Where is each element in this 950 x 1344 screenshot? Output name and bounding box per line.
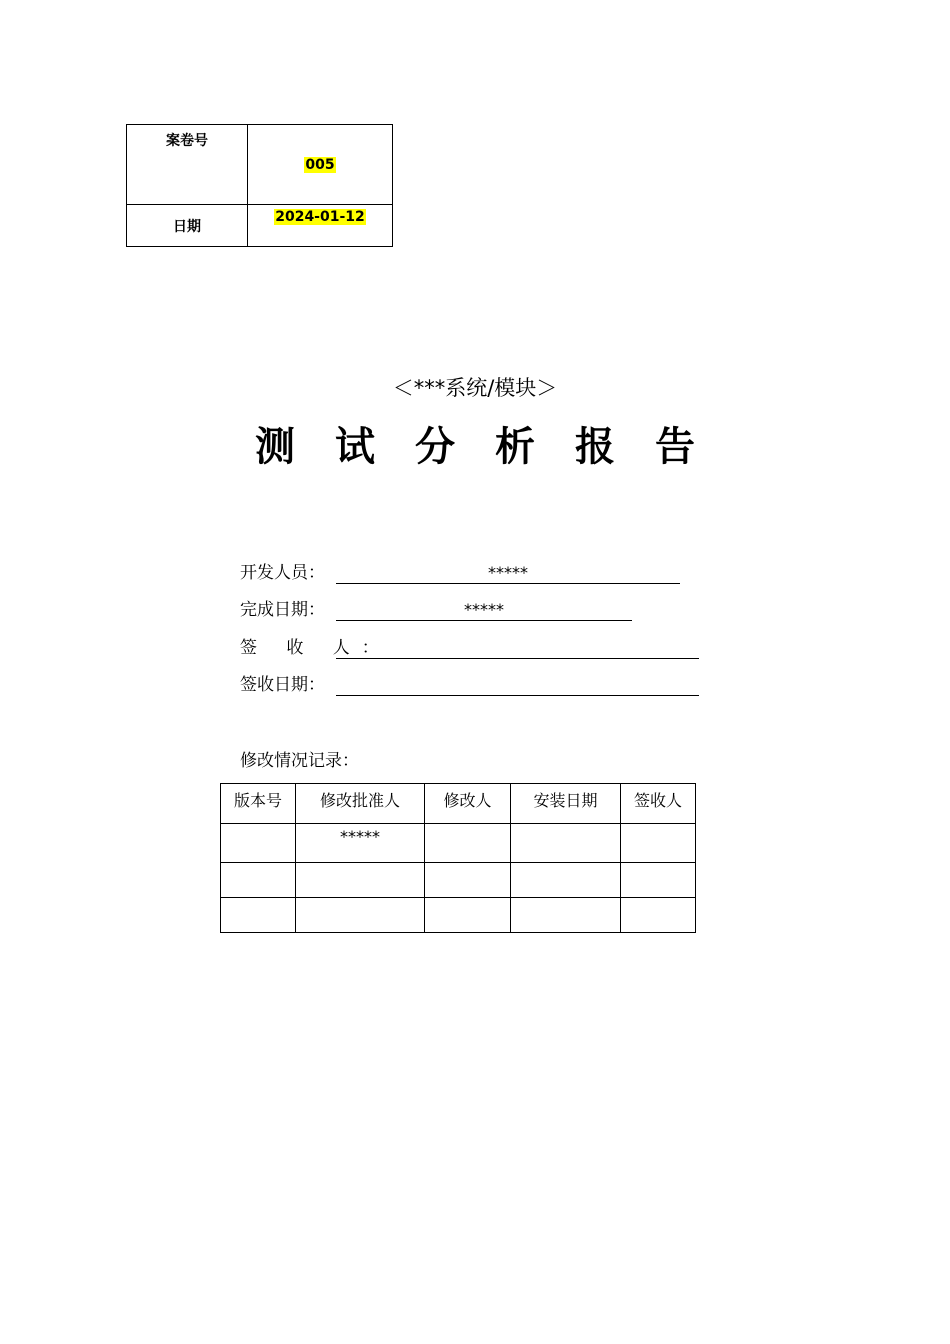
table-cell (511, 898, 621, 933)
table-cell: ***** (296, 824, 425, 863)
case-number-label: 案卷号 (127, 125, 248, 205)
document-title: 测试分析报告 (255, 424, 735, 470)
table-cell (621, 824, 696, 863)
completion-date-label: 完成日期： (240, 600, 325, 620)
date-cell (248, 205, 393, 247)
table-cell (425, 863, 511, 898)
revision-header-row (221, 784, 696, 824)
column-header-install-date: 安装日期 (511, 784, 621, 824)
revision-table (220, 783, 696, 933)
table-cell (425, 898, 511, 933)
table-row (221, 863, 696, 898)
signee-field (336, 636, 699, 659)
column-header-approver: 修改批准人 (296, 784, 425, 824)
sign-date-field (336, 673, 699, 696)
table-cell (621, 898, 696, 933)
archive-row-case-number (127, 125, 393, 205)
revision-heading: 修改情况记录： (240, 751, 359, 771)
date-label: 日期 (127, 205, 248, 247)
table-cell (221, 898, 296, 933)
archive-row-date (127, 205, 393, 247)
signee-label: 签 收 人： (240, 638, 391, 658)
case-number-cell (248, 125, 393, 205)
archive-info-table (126, 124, 393, 247)
case-number-value: 005 (305, 156, 335, 173)
document-subtitle: ＜***系统/模块＞ (392, 376, 558, 400)
table-row (221, 824, 696, 863)
table-cell (221, 824, 296, 863)
developer-label: 开发人员： (240, 563, 325, 583)
column-header-signee: 签收人 (621, 784, 696, 824)
table-cell (296, 898, 425, 933)
sign-date-label: 签收日期： (240, 675, 325, 695)
date-value: 2024-01-12 (275, 209, 365, 225)
developer-field: ***** (336, 561, 680, 584)
table-row (221, 898, 696, 933)
table-cell (221, 863, 296, 898)
table-cell (511, 824, 621, 863)
column-header-modifier: 修改人 (425, 784, 511, 824)
table-cell (621, 863, 696, 898)
completion-date-field: ***** (336, 598, 632, 621)
table-cell (511, 863, 621, 898)
table-cell (296, 863, 425, 898)
table-cell (425, 824, 511, 863)
column-header-version: 版本号 (221, 784, 296, 824)
